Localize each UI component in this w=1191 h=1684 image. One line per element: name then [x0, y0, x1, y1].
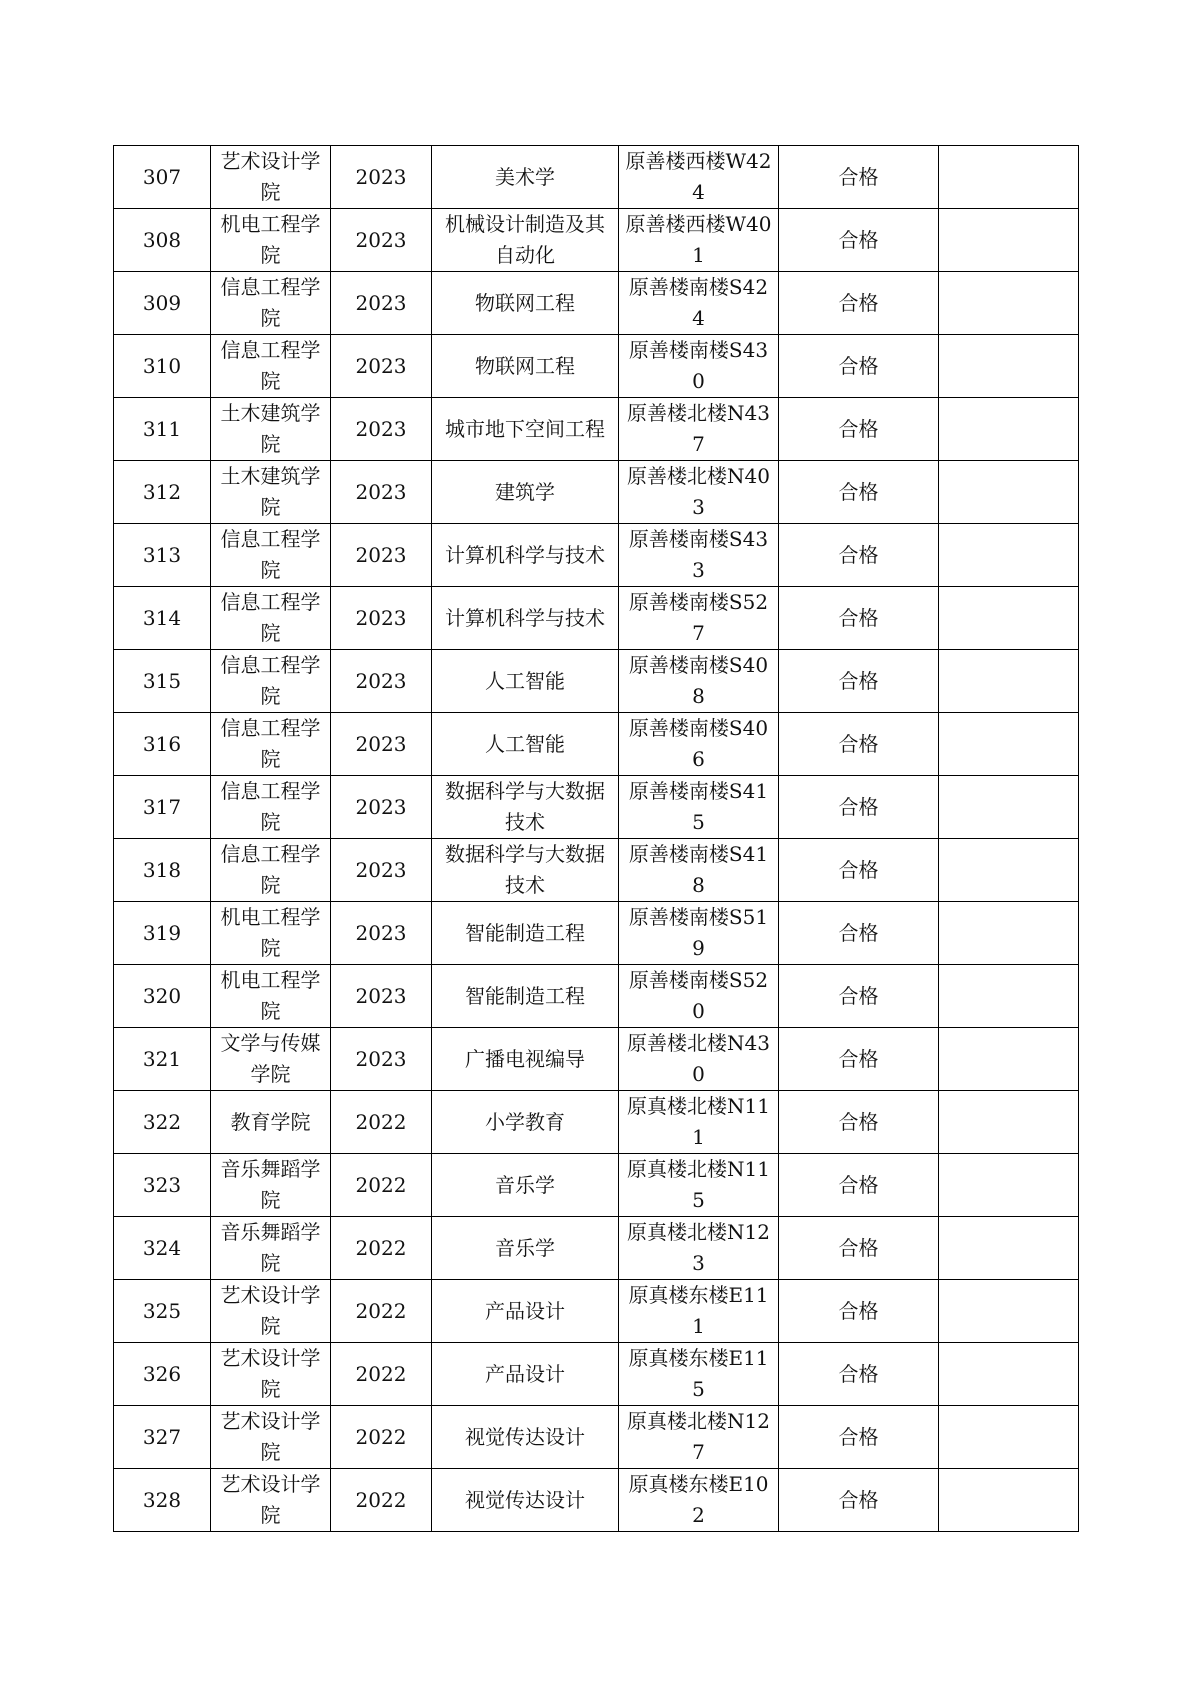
year-cell: 2022 [331, 1091, 432, 1154]
college-cell: 艺术设计学院 [211, 146, 331, 209]
note-cell [939, 713, 1079, 776]
major-cell: 数据科学与大数据技术 [432, 776, 619, 839]
row-number-cell: 314 [114, 587, 211, 650]
major-cell: 数据科学与大数据技术 [432, 839, 619, 902]
table-row [114, 1091, 1079, 1154]
year-cell: 2023 [331, 587, 432, 650]
result-cell: 合格 [779, 209, 939, 272]
table-body [114, 146, 1079, 1532]
year-cell: 2023 [331, 461, 432, 524]
note-cell [939, 461, 1079, 524]
row-number-cell: 323 [114, 1154, 211, 1217]
row-number-cell: 324 [114, 1217, 211, 1280]
year-cell: 2022 [331, 1280, 432, 1343]
college-cell: 机电工程学院 [211, 965, 331, 1028]
room-cell: 原善楼南楼S430 [619, 335, 779, 398]
college-cell: 文学与传媒学院 [211, 1028, 331, 1091]
table-row [114, 335, 1079, 398]
major-cell: 产品设计 [432, 1280, 619, 1343]
note-cell [939, 587, 1079, 650]
major-cell: 人工智能 [432, 650, 619, 713]
result-cell: 合格 [779, 650, 939, 713]
result-cell: 合格 [779, 839, 939, 902]
note-cell [939, 776, 1079, 839]
row-number-cell: 325 [114, 1280, 211, 1343]
major-cell: 小学教育 [432, 1091, 619, 1154]
row-number-cell: 310 [114, 335, 211, 398]
room-cell: 原真楼东楼E111 [619, 1280, 779, 1343]
table-row [114, 1406, 1079, 1469]
note-cell [939, 1091, 1079, 1154]
major-cell: 美术学 [432, 146, 619, 209]
year-cell: 2022 [331, 1154, 432, 1217]
room-cell: 原真楼北楼N127 [619, 1406, 779, 1469]
result-cell: 合格 [779, 1469, 939, 1532]
room-cell: 原善楼西楼W401 [619, 209, 779, 272]
row-number-cell: 322 [114, 1091, 211, 1154]
row-number-cell: 312 [114, 461, 211, 524]
row-number-cell: 328 [114, 1469, 211, 1532]
room-cell: 原善楼南楼S527 [619, 587, 779, 650]
year-cell: 2023 [331, 272, 432, 335]
college-cell: 信息工程学院 [211, 839, 331, 902]
room-cell: 原善楼南楼S415 [619, 776, 779, 839]
note-cell [939, 650, 1079, 713]
year-cell: 2023 [331, 839, 432, 902]
result-cell: 合格 [779, 1406, 939, 1469]
college-cell: 机电工程学院 [211, 902, 331, 965]
room-cell: 原善楼南楼S520 [619, 965, 779, 1028]
table-row [114, 209, 1079, 272]
note-cell [939, 1280, 1079, 1343]
table-row [114, 272, 1079, 335]
major-cell: 人工智能 [432, 713, 619, 776]
year-cell: 2023 [331, 146, 432, 209]
result-cell: 合格 [779, 1343, 939, 1406]
room-cell: 原善楼北楼N437 [619, 398, 779, 461]
year-cell: 2022 [331, 1217, 432, 1280]
table-row [114, 1280, 1079, 1343]
result-cell: 合格 [779, 335, 939, 398]
major-cell: 音乐学 [432, 1217, 619, 1280]
table-row [114, 1217, 1079, 1280]
room-cell: 原真楼东楼E102 [619, 1469, 779, 1532]
room-cell: 原善楼南楼S424 [619, 272, 779, 335]
room-cell: 原善楼南楼S406 [619, 713, 779, 776]
table-row [114, 1154, 1079, 1217]
year-cell: 2023 [331, 965, 432, 1028]
result-cell: 合格 [779, 272, 939, 335]
room-cell: 原真楼北楼N123 [619, 1217, 779, 1280]
note-cell [939, 965, 1079, 1028]
table-row [114, 398, 1079, 461]
note-cell [939, 398, 1079, 461]
college-cell: 艺术设计学院 [211, 1406, 331, 1469]
college-cell: 土木建筑学院 [211, 461, 331, 524]
table-row [114, 1469, 1079, 1532]
year-cell: 2023 [331, 524, 432, 587]
table-row [114, 1028, 1079, 1091]
room-cell: 原善楼北楼N430 [619, 1028, 779, 1091]
table-row [114, 461, 1079, 524]
table-row [114, 650, 1079, 713]
major-cell: 音乐学 [432, 1154, 619, 1217]
result-cell: 合格 [779, 1091, 939, 1154]
year-cell: 2023 [331, 776, 432, 839]
year-cell: 2022 [331, 1406, 432, 1469]
inspection-results-table [113, 145, 1079, 1532]
room-cell: 原善楼南楼S408 [619, 650, 779, 713]
note-cell [939, 1154, 1079, 1217]
table-row [114, 713, 1079, 776]
room-cell: 原善楼南楼S418 [619, 839, 779, 902]
row-number-cell: 321 [114, 1028, 211, 1091]
note-cell [939, 272, 1079, 335]
row-number-cell: 311 [114, 398, 211, 461]
year-cell: 2023 [331, 335, 432, 398]
table-row [114, 776, 1079, 839]
major-cell: 产品设计 [432, 1343, 619, 1406]
note-cell [939, 335, 1079, 398]
major-cell: 智能制造工程 [432, 965, 619, 1028]
major-cell: 建筑学 [432, 461, 619, 524]
major-cell: 智能制造工程 [432, 902, 619, 965]
college-cell: 信息工程学院 [211, 524, 331, 587]
result-cell: 合格 [779, 902, 939, 965]
major-cell: 视觉传达设计 [432, 1469, 619, 1532]
result-cell: 合格 [779, 524, 939, 587]
result-cell: 合格 [779, 713, 939, 776]
note-cell [939, 524, 1079, 587]
year-cell: 2023 [331, 1028, 432, 1091]
year-cell: 2023 [331, 650, 432, 713]
major-cell: 物联网工程 [432, 272, 619, 335]
major-cell: 计算机科学与技术 [432, 587, 619, 650]
college-cell: 信息工程学院 [211, 713, 331, 776]
room-cell: 原真楼北楼N115 [619, 1154, 779, 1217]
year-cell: 2022 [331, 1469, 432, 1532]
table-row [114, 587, 1079, 650]
college-cell: 信息工程学院 [211, 272, 331, 335]
row-number-cell: 308 [114, 209, 211, 272]
result-cell: 合格 [779, 398, 939, 461]
result-cell: 合格 [779, 1217, 939, 1280]
college-cell: 艺术设计学院 [211, 1469, 331, 1532]
note-cell [939, 1028, 1079, 1091]
major-cell: 城市地下空间工程 [432, 398, 619, 461]
row-number-cell: 309 [114, 272, 211, 335]
row-number-cell: 316 [114, 713, 211, 776]
college-cell: 音乐舞蹈学院 [211, 1217, 331, 1280]
row-number-cell: 315 [114, 650, 211, 713]
note-cell [939, 1406, 1079, 1469]
row-number-cell: 320 [114, 965, 211, 1028]
note-cell [939, 1469, 1079, 1532]
major-cell: 广播电视编导 [432, 1028, 619, 1091]
result-cell: 合格 [779, 146, 939, 209]
result-cell: 合格 [779, 587, 939, 650]
note-cell [939, 209, 1079, 272]
room-cell: 原善楼西楼W424 [619, 146, 779, 209]
result-cell: 合格 [779, 776, 939, 839]
table-row [114, 524, 1079, 587]
table-row [114, 965, 1079, 1028]
note-cell [939, 1343, 1079, 1406]
year-cell: 2023 [331, 209, 432, 272]
note-cell [939, 1217, 1079, 1280]
row-number-cell: 317 [114, 776, 211, 839]
table-row [114, 839, 1079, 902]
college-cell: 土木建筑学院 [211, 398, 331, 461]
college-cell: 音乐舞蹈学院 [211, 1154, 331, 1217]
row-number-cell: 319 [114, 902, 211, 965]
room-cell: 原真楼东楼E115 [619, 1343, 779, 1406]
room-cell: 原善楼南楼S433 [619, 524, 779, 587]
room-cell: 原善楼南楼S519 [619, 902, 779, 965]
row-number-cell: 307 [114, 146, 211, 209]
college-cell: 信息工程学院 [211, 776, 331, 839]
table-row [114, 902, 1079, 965]
row-number-cell: 326 [114, 1343, 211, 1406]
result-cell: 合格 [779, 1154, 939, 1217]
college-cell: 信息工程学院 [211, 650, 331, 713]
college-cell: 艺术设计学院 [211, 1343, 331, 1406]
table-row [114, 146, 1079, 209]
row-number-cell: 318 [114, 839, 211, 902]
note-cell [939, 902, 1079, 965]
major-cell: 计算机科学与技术 [432, 524, 619, 587]
college-cell: 信息工程学院 [211, 587, 331, 650]
college-cell: 机电工程学院 [211, 209, 331, 272]
year-cell: 2023 [331, 398, 432, 461]
college-cell: 信息工程学院 [211, 335, 331, 398]
major-cell: 视觉传达设计 [432, 1406, 619, 1469]
major-cell: 机械设计制造及其自动化 [432, 209, 619, 272]
result-cell: 合格 [779, 1028, 939, 1091]
note-cell [939, 839, 1079, 902]
result-cell: 合格 [779, 461, 939, 524]
row-number-cell: 327 [114, 1406, 211, 1469]
year-cell: 2023 [331, 902, 432, 965]
result-cell: 合格 [779, 965, 939, 1028]
room-cell: 原真楼北楼N111 [619, 1091, 779, 1154]
college-cell: 艺术设计学院 [211, 1280, 331, 1343]
table-row [114, 1343, 1079, 1406]
row-number-cell: 313 [114, 524, 211, 587]
result-cell: 合格 [779, 1280, 939, 1343]
college-cell: 教育学院 [211, 1091, 331, 1154]
note-cell [939, 146, 1079, 209]
major-cell: 物联网工程 [432, 335, 619, 398]
year-cell: 2022 [331, 1343, 432, 1406]
room-cell: 原善楼北楼N403 [619, 461, 779, 524]
year-cell: 2023 [331, 713, 432, 776]
